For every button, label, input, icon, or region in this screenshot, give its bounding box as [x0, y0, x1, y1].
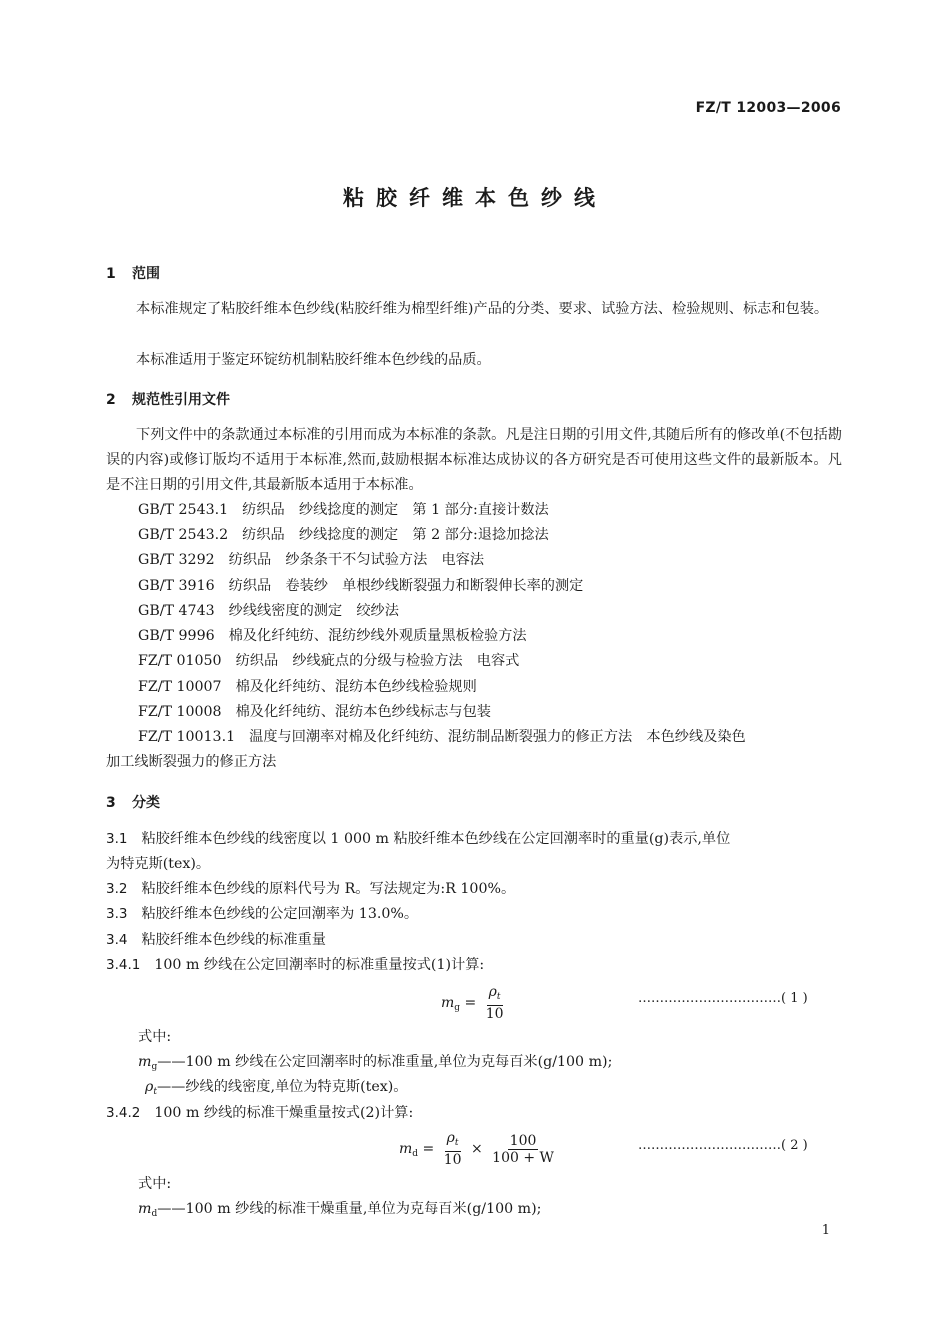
clause-text: 粘胶纤维本色纱线的线密度以 1 000 m 粘胶纤维本色纱线在公定回潮率时的重量(g)表示,单位 — [141, 831, 731, 847]
clause-number: 3.4 — [106, 932, 128, 948]
reference-item — [138, 650, 519, 670]
clause-3-3 — [106, 903, 418, 923]
equation-label: ( 1 ) — [781, 991, 808, 1006]
section-heading-1 — [106, 263, 160, 283]
reference-title: 纺织品 纱线疵点的分级与检验方法 电容式 — [235, 653, 520, 669]
formula-fraction — [490, 1133, 556, 1166]
formula-subscript: d — [412, 1149, 419, 1159]
clause-3-1-continuation: 为特克斯(tex)。 — [106, 856, 211, 872]
clause-3-4-2 — [106, 1102, 413, 1122]
variable-description: ——100 m 纱线在公定回潮率时的标准重量,单位为克每百米(g/100 m); — [157, 1054, 613, 1070]
section-number: 1 — [106, 266, 116, 282]
formula-times: × — [470, 1141, 483, 1157]
reference-item — [138, 701, 491, 721]
equation-label: ( 2 ) — [781, 1138, 808, 1153]
fraction-denominator: 10 — [443, 1152, 462, 1168]
reference-code: GB/T 2543.2 — [138, 527, 229, 543]
reference-code: FZ/T 10008 — [138, 704, 222, 720]
clause-number: 3.4.1 — [106, 957, 141, 973]
reference-code: GB/T 9996 — [138, 628, 215, 644]
standard-code: FZ/T 12003—2006 — [695, 100, 841, 116]
formula-fraction — [442, 1130, 464, 1168]
formula-2-number — [638, 1138, 808, 1153]
reference-code: FZ/T 01050 — [138, 653, 222, 669]
reference-item — [138, 600, 399, 620]
variable-description: ——纱线的线密度,单位为特克斯(tex)。 — [156, 1079, 408, 1095]
reference-title: 棉及化纤纯纺、混纺本色纱线标志与包装 — [235, 704, 491, 720]
reference-code: GB/T 3916 — [138, 578, 215, 594]
variable-definition — [138, 1051, 612, 1072]
clause-text: 100 m 纱线的标准干燥重量按式(2)计算: — [154, 1105, 414, 1121]
formula-1-number — [638, 991, 808, 1006]
formula-1 — [441, 984, 509, 1022]
reference-title: 纺织品 纱线捻度的测定 第 2 部分:退捻加捻法 — [242, 527, 549, 543]
reference-code: GB/T 3292 — [138, 552, 215, 568]
clause-text: 粘胶纤维本色纱线的公定回潮率为 13.0%。 — [141, 906, 419, 922]
reference-code: FZ/T 10007 — [138, 679, 222, 695]
clause-number: 3.1 — [106, 831, 128, 847]
reference-code: FZ/T 10013.1 — [138, 729, 236, 745]
leader-dots: …………………………… — [638, 991, 781, 1006]
paragraph-normative-references: 下列文件中的条款通过本标准的引用而成为本标准的条款。凡是注日期的引用文件,其随后所有的修改单(不包括勘误的内容)或修订版均不适用于本标准,然而,鼓励根据本标准达成协议的各方研究是否可使用这些文件的最新版本。凡是不注日期的引用文件,其最新版本适用于本标准。 — [106, 427, 842, 493]
section-number: 2 — [106, 392, 116, 408]
reference-item — [138, 575, 583, 595]
formula-equals: = — [422, 1141, 435, 1157]
variable-symbol: ρ — [145, 1079, 154, 1095]
formula-fraction — [484, 984, 506, 1022]
section-heading-3 — [106, 792, 160, 812]
reference-title: 纺织品 卷装纱 单根纱线断裂强力和断裂伸长率的测定 — [228, 578, 584, 594]
reference-title: 棉及化纤纯纺、混纺本色纱线检验规则 — [235, 679, 477, 695]
section-number: 3 — [106, 795, 116, 811]
section-title: 分类 — [132, 795, 160, 811]
fraction-denominator: 100 + W — [492, 1149, 554, 1166]
variable-symbol: m — [138, 1201, 152, 1217]
reference-title: 纺织品 纱条条干不匀试验方法 电容法 — [228, 552, 485, 568]
formula-2 — [399, 1130, 559, 1168]
reference-item — [138, 625, 527, 645]
where-label: 式中: — [138, 1029, 172, 1045]
clause-number: 3.4.2 — [106, 1105, 141, 1121]
clause-number: 3.2 — [106, 881, 128, 897]
variable-subscript: d — [151, 1209, 158, 1219]
reference-code: GB/T 2543.1 — [138, 502, 229, 518]
reference-item — [138, 676, 477, 696]
page-number: 1 — [821, 1223, 830, 1238]
clause-3-2 — [106, 878, 515, 898]
section-title: 规范性引用文件 — [132, 392, 230, 408]
reference-item — [138, 499, 549, 519]
variable-subscript: t — [153, 1087, 157, 1097]
where-label: 式中: — [138, 1176, 172, 1192]
reference-item — [138, 549, 484, 569]
reference-title: 纺织品 纱线捻度的测定 第 1 部分:直接计数法 — [242, 502, 549, 518]
clause-3-4 — [106, 929, 326, 949]
section-heading-2 — [106, 389, 230, 409]
reference-title: 温度与回潮率对棉及化纤纯纺、混纺制品断裂强力的修正方法 本色纱线及染色 — [249, 729, 746, 745]
fraction-numerator: $\rho_t$ — [487, 984, 503, 1006]
paragraph-scope: 本标准规定了粘胶纤维本色纱线(粘胶纤维为棉型纤维)产品的分类、要求、试验方法、检验规则、标志和包装。 — [136, 301, 829, 317]
document-title: 粘胶纤维本色纱线 — [343, 185, 607, 210]
clause-text: 100 m 纱线在公定回潮率时的标准重量按式(1)计算: — [154, 957, 485, 973]
leader-dots: …………………………… — [638, 1138, 781, 1153]
reference-continuation: 加工线断裂强力的修正方法 — [106, 754, 277, 770]
fraction-numerator: 100 — [509, 1132, 537, 1149]
section-title: 范围 — [132, 266, 160, 282]
formula-symbol: m — [399, 1141, 413, 1157]
clause-3-1 — [106, 828, 730, 848]
fraction-numerator: $\rho_t$ — [445, 1130, 461, 1152]
variable-symbol: m — [138, 1054, 152, 1070]
clause-3-4-1 — [106, 954, 484, 974]
reference-title: 棉及化纤纯纺、混纺纱线外观质量黑板检验方法 — [228, 628, 527, 644]
clause-number: 3.3 — [106, 906, 128, 922]
reference-code: GB/T 4743 — [138, 603, 215, 619]
variable-definition — [138, 1198, 541, 1219]
formula-equals: = — [464, 995, 477, 1011]
formula-subscript: g — [454, 1003, 461, 1013]
clause-text: 粘胶纤维本色纱线的标准重量 — [141, 932, 326, 948]
variable-definition — [145, 1076, 407, 1097]
reference-item — [138, 726, 746, 746]
clause-text: 粘胶纤维本色纱线的原料代号为 R。写法规定为:R 100%。 — [141, 881, 516, 897]
variable-description: ——100 m 纱线的标准干燥重量,单位为克每百米(g/100 m); — [157, 1201, 542, 1217]
formula-symbol: m — [441, 995, 455, 1011]
paragraph-applicability: 本标准适用于鉴定环锭纺机制粘胶纤维本色纱线的品质。 — [136, 352, 491, 368]
reference-item — [138, 524, 549, 544]
reference-title: 纱线线密度的测定 绞纱法 — [228, 603, 399, 619]
fraction-denominator: 10 — [485, 1006, 504, 1022]
variable-subscript: g — [151, 1062, 158, 1072]
